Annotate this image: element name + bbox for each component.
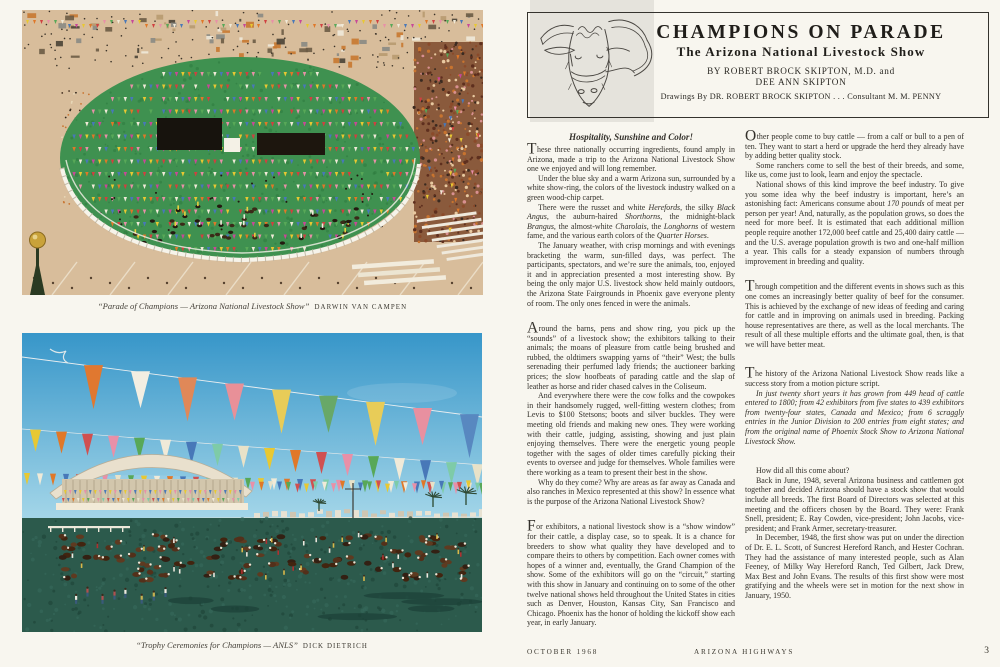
pennant-sky-illustration — [22, 333, 482, 632]
article-body — [527, 127, 964, 628]
article-paragraph: Around the barns, pens and show ring, you pick up the “sounds” of a livestock show; the exhibitors talking to their animals; the moans of pleasure from cattle being brushed and rubbed, the oldtimers swapping yarns of “their” West; the bulls serenading their perfumed lady friends; the auctioneer barking prices; the slow hoofbeats of parading cattle and the slap of leather as horse and rider chased calves in the Coliseum. — [527, 319, 735, 391]
photo2-credit: DICK DIETRICH — [302, 643, 368, 650]
article-paragraph: The history of the Arizona National Livestock Show reads like a success story from a motion picture script. — [745, 364, 964, 389]
photo1-caption — [22, 301, 483, 311]
footer-magazine-name: ARIZONA HIGHWAYS — [694, 648, 795, 656]
footer-issue-date: OCTOBER 1968 — [527, 648, 599, 656]
article-paragraph: In just twenty short years it has grown from 449 head of cattle entered to 1800; from 42 exhibitors from five states to 439 exhibitors from twenty-four states, Canada and Mexico; from 6 scraggly entries in the Junior Division to 200 entries from eight states; and from the original name of Phoenix Stock Show to Arizona National Livestock Show. — [745, 388, 964, 446]
article-column-2 — [745, 127, 964, 628]
article-paragraph: There were the russet and white Herefords, the silky Black Angus, the auburn-haired Shorthorns, the midnight-black Brangus, the almost-white Charolais, the Longhorns of western fame, and the various earth colors of the Quarter Horses. — [527, 202, 736, 241]
photo1-caption-text: “Parade of Champions — Arizona National Livestock Show” — [97, 301, 310, 311]
article-column-1 — [527, 132, 735, 628]
article-paragraph: National shows of this kind improve the beef industry. To give you some idea why the beef industry is important, here’s an astonishing fact: Americans consume about 170 pounds of meat per person per year! And, naturally, as the population grows, so does the need for more beef. It is estimated that each additional million people require another 172,000 beef cattle and 25,400 dairy cattle — and the U.S. average population growth is two and one-half million a year. This calls for a steady expansion of numbers through improvement in breeding and quality. — [745, 179, 964, 266]
article-title: CHAMPIONS ON PARADE — [656, 22, 946, 43]
article-paragraph: These three nationally occurring ingredients, found amply in Arizona, made a trip to the Arizona National Livestock Show one we enjoyed and will long remember. — [527, 140, 735, 174]
arena-aerial-illustration — [22, 10, 483, 295]
article-credits: Drawings By DR. ROBERT BROCK SKIPTON . . . Consultant M. M. PENNY — [660, 92, 942, 101]
article-header — [610, 22, 992, 101]
article-byline-2: DEE ANN SKIPTON — [755, 77, 847, 87]
article-paragraph: Through competition and the different events in shows such as this one comes an increasingly better quality of beef for the consumer. This is achieved by the exchange of new ideas of feeding and caring for cattle and in improving on animals used in breeding. Packing house representatives are there, as well as the local merchants. The result of all these multiple efforts and the ultimate goal, then, is that we will have better meat. — [745, 277, 964, 349]
article-paragraph: In December, 1948, the first show was put on under the direction of Dr. E. L. Scott, of Suncrest Hereford Ranch, and Hester Cochran. They had the assistance of many interested people, such as Alan Feeney, of Milky Way Hereford Ranch, Ted Gilbert, Jack Drew, Max Best and John Evans. The results of this first show were most gratifying and the wheels were set in motion for the next show in January, 1950. — [745, 533, 964, 600]
photo-trophy-ceremonies — [22, 333, 482, 632]
article-paragraph: And everywhere there were the cow folks and the cowpokes in their handsomely rugged, well-fitting western clothes; from Levis to $100 Stetsons; boots and silver buckles. They were meeting old friends and making new ones. They were working with their cattle, judging, assisting, showing and just plain enjoying themselves. There were the energetic young people together with the sages of older times carefully picking their events to oversee and judge for themselves. Whole families were there working as a team to present their best in the show. — [527, 391, 735, 477]
article-paragraph: Under the blue sky and a warm Arizona sun, surrounded by a white show-ring, the colors of the livestock industry walked on a green wood-chip carpet. — [527, 173, 735, 202]
footer-page-number: 3 — [984, 646, 989, 656]
article-paragraph: Why do they come? Why are areas as far away as Canada and also ranches in Mexico represented at this show? In essence what is the purpose of the Arizona National Livestock Show? — [527, 477, 735, 506]
photo1-credit: DARWIN VAN CAMPEN — [314, 304, 408, 311]
article-paragraph: Back in June, 1948, several Arizona business and cattlemen got together and decided Arizona should have a stock show that would include all breeds. The first Board of Directors was selected at this meeting and the officers chosen by the Board. They were: Frank Snell, president; E. Ray Cowden, vice-president; John Jacobs, vice-president; and Frank Armer, secretary-treasurer. — [745, 475, 964, 533]
article-paragraph: The January weather, with crisp mornings and with evenings bracketing the warm, sun-filled days, was perfect. The participants, spectators, and we’re sure the animals, too, enjoyed it and in appreciation presented a most interesting show. By being the only major U.S. livestock show held mainly outdoors, the Arizona State Fairgrounds in Phoenix gave everyone plenty of room. The only ones fenced in were the animals. — [527, 240, 735, 308]
page-footer — [527, 648, 989, 662]
section-heading: Hospitality, Sunshine and Color! — [569, 132, 693, 142]
article-byline-1: BY ROBERT BROCK SKIPTON, M.D. and — [707, 66, 895, 76]
article-paragraph: Some ranchers come to sell the best of their breeds, and some, like us, come just to look, learn and enjoy the spectacle. — [745, 160, 964, 180]
photo-parade-of-champions — [22, 10, 483, 295]
photo2-caption — [22, 640, 482, 650]
article-subtitle: The Arizona National Livestock Show — [676, 44, 926, 59]
photo2-caption-text: “Trophy Ceremonies for Champions — ANLS” — [136, 640, 298, 650]
article-paragraph: How did all this come about? — [756, 466, 850, 476]
article-paragraph: For exhibitors, a national livestock show is a “show window” for their cattle, a display case, so to speak. It is a chance for breeders to show what quality they have developed and to compare theirs to others by competition. Each owner comes with hopes of a winner and, eventually, the Grand Champion of the show. Some of the exhibitors will go on the “circuit,” starting with this show in January and continuing on to some of the other twelve national shows held throughout the United States in cities such as Denver, Houston, Kansas City, San Francisco and Chicago. Phoenix has the honor of holding the kickoff show each year, in early January. — [527, 517, 735, 628]
article-paragraph: Other people come to buy cattle — from a calf or bull to a pen of ten. They want to start a herd or upgrade the herd they already have by adding better quality stock. — [745, 127, 964, 161]
